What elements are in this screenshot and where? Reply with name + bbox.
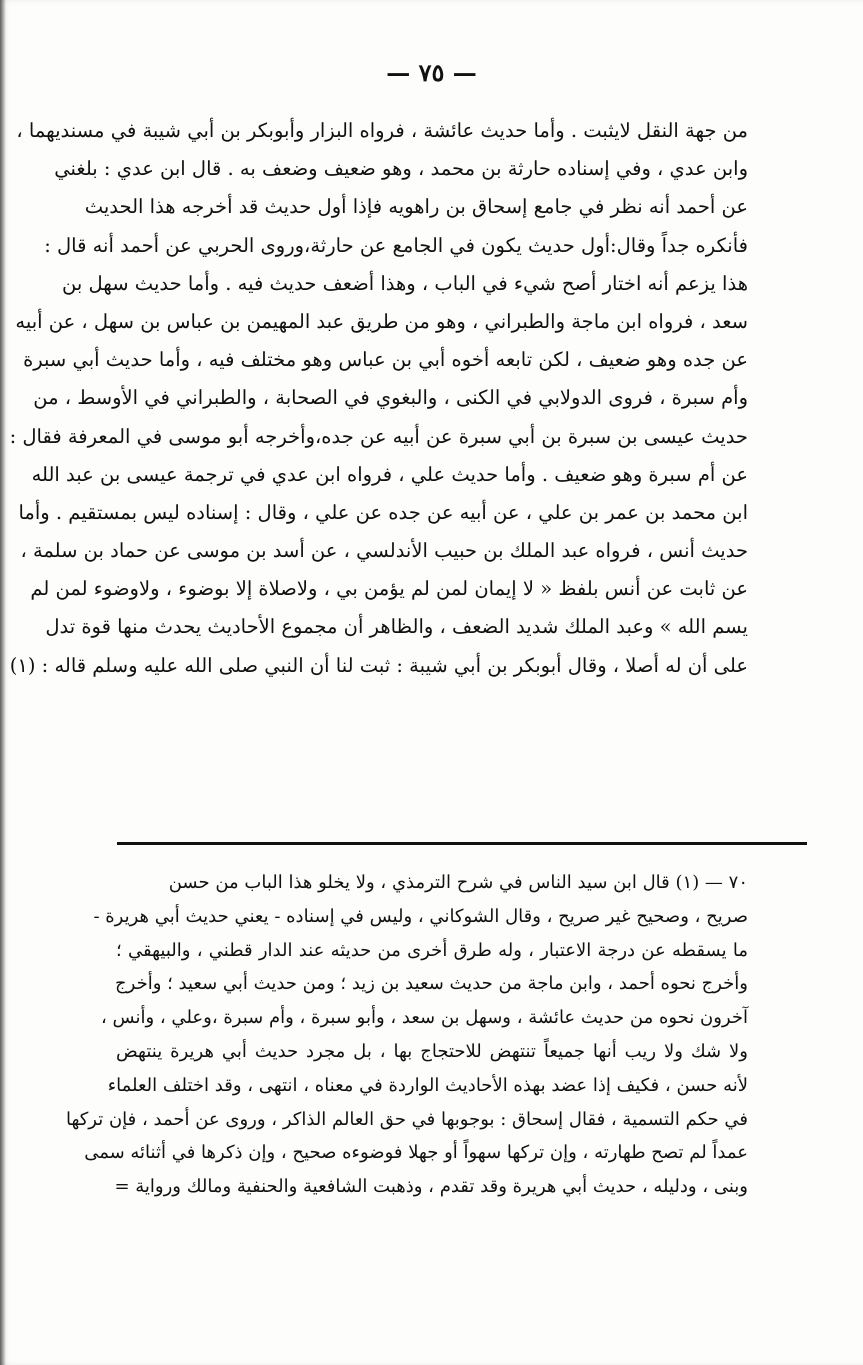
main-text-line: وابن عدي ، وفي إسناده حارثة بن محمد ، وهو ضعيف وضعف به . قال ابن عدي : بلغني — [54, 157, 748, 181]
page-number: — ٧٥ — — [386, 58, 477, 87]
footnote-line: ولا شك ولا ريب أنها جميعاً تنتهض للاحتجاج بها ، بل مجرد حديث أبي هريرة ينتهض — [116, 1040, 748, 1062]
main-text-line: ابن محمد بن عمر بن علي ، عن أبيه عن جده عن علي ، وقال : إسناده ليس بمستقيم . وأما — [18, 500, 748, 524]
main-text-line: وأم سبرة ، فروى الدولابي في الكنى ، والبغوي في الصحابة ، والطبراني في الأوسط ، من — [33, 386, 748, 410]
footnote-line: صريح ، وصحيح غير صريح ، وقال الشوكاني ، وليس في إسناده - يعني حديث أبي هريرة - — [93, 905, 748, 927]
main-text-line: فأنكره جداً وقال:أول حديث يكون في الجامع عن حارثة،وروى الحربي عن أحمد أنه قال : — [44, 233, 748, 257]
main-text-line: عن ثابت عن أنس بلفظ « لا إيمان لمن لم يؤمن بي ، ولاصلاة إلا بوضوء ، ولاوضوء لمن لم — [30, 577, 748, 601]
main-text-block — [9, 112, 748, 685]
main-text-line: سعد ، فرواه ابن ماجة والطبراني ، وهو من طريق عبد المهيمن بن عباس بن سهل ، عن أبيه — [15, 309, 748, 333]
footnote-line: لأنه حسن ، فكيف إذا عضد بهذه الأحاديث الواردة في معناه ، انتهى ، وقد اختلف العلماء — [107, 1074, 748, 1096]
footnote-line: عمداً لم تصح طهارته ، وإن تركها سهواً أو جهلا فوضوءه صحيح ، وإن ذكرها في أثنائه سمى — [84, 1142, 748, 1164]
main-text-line: حديث أنس ، فرواه عبد الملك بن حبيب الأندلسي ، عن أسد بن موسى عن حماد بن سلمة ، — [20, 539, 748, 563]
footnote-separator — [117, 842, 807, 845]
footnote-line: وبنى ، ودليله ، حديث أبي هريرة وقد تقدم ، وذهبت الشافعية والحنفية ومالك ورواية = — [114, 1176, 748, 1198]
main-text-line: من جهة النقل لايثبت . وأما حديث عائشة ، فرواه البزار وأبوبكر بن أبي شيبة في مسنديهما ، — [16, 119, 748, 142]
main-text-line: هذا يزعم أنه اختار أصح شيء في الباب ، وهذا أضعف حديث فيه . وأما حديث سهل بن — [62, 271, 748, 295]
main-text-line: عن أم سبرة وهو ضعيف . وأما حديث علي ، فرواه ابن عدي في ترجمة عيسى بن عبد الله — [31, 462, 748, 486]
footnote-block — [65, 866, 748, 1204]
footnote-line: ٧٠ — (١) قال ابن سيد الناس في شرح الترمذي ، ولا يخلو هذا الباب من حسن — [168, 872, 748, 893]
page-edge-shadow — [0, 0, 6, 1365]
main-text-line: على أن له أصلا ، وقال أبوبكر بن أبي شيبة : ثبت لنا أن النبي صلى الله عليه وسلم قاله : (١) — [9, 653, 748, 677]
main-text-line: حديث عيسى بن سبرة بن أبي سبرة عن أبيه عن جده،وأخرجه أبو موسى في المعرفة فقال : — [9, 424, 748, 448]
footnote-line: آخرون نحوه من حديث عائشة ، وسهل بن سعد ، وأبو سبرة ، وأم سبرة ،وعلي ، وأنس ، — [101, 1007, 748, 1029]
footnote-line: وأخرج نحوه أحمد ، وابن ماجة من حديث سعيد بن زيد ؛ ومن حديث أبي سعيد ؛ وأخرج — [115, 973, 748, 995]
footnote-line: في حكم التسمية ، فقال إسحاق : بوجوبها في حق العالم الذاكر ، وروى عن أحمد ، فإن تركها — [65, 1108, 748, 1130]
main-text-line: عن جده وهو ضعيف ، لكن تابعه أخوه أبي بن عباس وهو مختلف فيه ، وأما حديث أبي سبرة — [23, 348, 748, 372]
main-text-line: عن أحمد أنه نظر في جامع إسحاق بن راهويه فإذا أول حديث قد أخرجه هذا الحديث — [84, 195, 748, 219]
main-text-line: يسم الله » وعبد الملك شديد الضعف ، والظاهر أن مجموع الأحاديث يحدث منها قوة تدل — [45, 615, 748, 639]
footnote-line: ما يسقطه عن درجة الاعتبار ، وله طرق أخرى من حديثه عند الدار قطني ، والبيهقي ؛ — [116, 939, 748, 961]
